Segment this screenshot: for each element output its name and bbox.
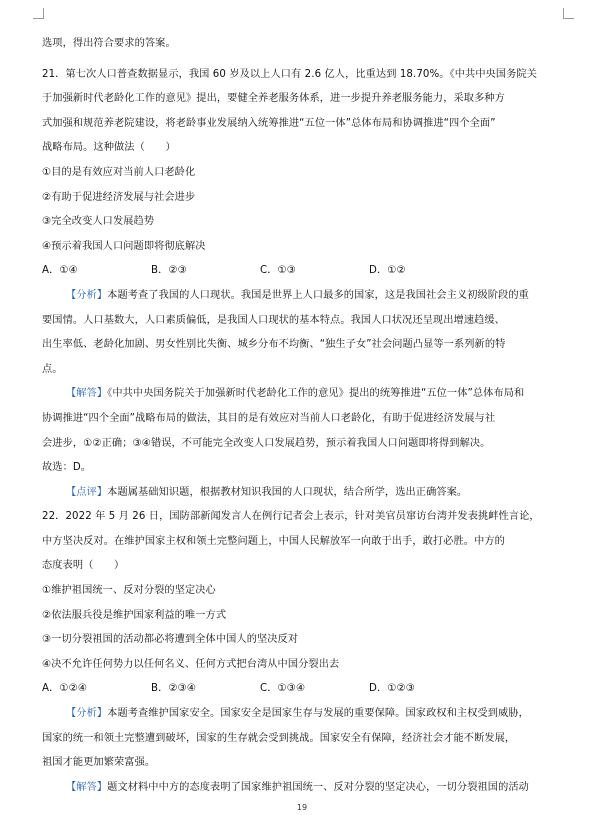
q21-answer-line: 协调推进“四个全面”战略布局的做法，其目的是有效应对当前人口老龄化，有助于促进经济发展与社 — [42, 412, 496, 424]
q21-comment-line: 【点评】本题属基础知识题，根据教材知识我国的人口现状，结合所学，选出正确答案。 — [66, 486, 468, 498]
option-d: D．①② — [369, 265, 406, 277]
q22-analysis-line: 【分析】本题考查维护国家安全。国家安全是国家生存与发展的重要保障。国家政权和主权受到威胁， — [66, 708, 529, 720]
q22-stem-line: 中方坚决反对。在维护国家主权和领土完整问题上，中国人民解放军一向敢于出手，敢打必胜。中方的 — [42, 535, 505, 547]
q21-stem-line: 战略布局。这种做法（ ） — [42, 142, 176, 154]
q21-analysis-line: 出生率低、老龄化加剧、男女性别比失衡、城乡分布不均衡、“独生子女”社会问题凸显等一系列新的特 — [42, 339, 506, 351]
q21-options — [42, 259, 577, 284]
q22-options — [42, 677, 577, 702]
option-b: B．②③ — [151, 265, 187, 277]
q22-item: ②依法服兵役是维护国家利益的唯一方式 — [42, 609, 227, 621]
option-c: C．①③④ — [260, 683, 306, 695]
question-21 — [42, 63, 577, 506]
option-a: A．①②④ — [42, 683, 88, 695]
q21-analysis-line: 点。 — [42, 363, 63, 375]
option-b: B．②③④ — [151, 683, 197, 695]
q22-item: ④决不允许任何势力以任何名义、任何方式把台湾从中国分裂出去 — [42, 658, 340, 670]
q21-stem-line: 于加强新时代老龄化工作的意见》提出，要健全养老服务体系，进一步提升养老服务能力，采取多种方 — [42, 93, 505, 105]
option-d: D．①②③ — [369, 683, 415, 695]
q21-item: ④预示着我国人口问题即将彻底解决 — [42, 240, 206, 252]
crop-mark-top-right — [563, 8, 574, 19]
q21-item: ②有助于促进经济发展与社会进步 — [42, 191, 196, 203]
answer-tag: 【解答】 — [66, 781, 108, 793]
q21-answer-line: 会进步，①②正确；③④错误，不可能完全改变人口发展趋势，预示着我国人口问题即将得到解决。 — [42, 437, 491, 449]
question-22 — [42, 505, 577, 800]
q22-item: ③一切分裂祖国的活动都必将遭到全体中国人的坚决反对 — [42, 634, 299, 646]
q22-answer-line: 【解答】题文材料中中方的态度表明了国家维护祖国统一、反对分裂的坚定决心，一切分裂祖国的活动 — [66, 781, 529, 793]
option-c: C．①③ — [260, 265, 296, 277]
option-a: A．①④ — [42, 265, 78, 277]
top-line: 选项，得出符合要求的答案。 — [42, 38, 176, 49]
document-page — [42, 32, 577, 800]
q21-answer-line: 【解答】《中共中央国务院关于加强新时代老龄化工作的意见》提出的统筹推进“五位一体”总体布局和 — [66, 388, 525, 400]
q22-stem-line: 态度表明（ ） — [42, 560, 125, 572]
q21-analysis-line: 要国情。人口基数大，人口素质偏低，是我国人口现状的基本特点。我国人口状况还呈现出增速趋缓、 — [42, 314, 505, 326]
q21-answer-line: 故选：D。 — [42, 462, 92, 474]
page-number: 19 — [296, 803, 308, 812]
q21-analysis-line: 【分析】本题考查了我国的人口现状。我国是世界上人口最多的国家，这是我国社会主义初级阶段的重 — [66, 289, 529, 301]
answer-tag: 【解答】 — [66, 388, 108, 400]
q22-analysis-line: 祖国才能更加繁荣富强。 — [42, 757, 156, 769]
q22-item: ①维护祖国统一、反对分裂的坚定决心 — [42, 585, 216, 597]
analysis-tag: 【分析】 — [66, 289, 108, 301]
q21-stem-line: 式加强和规范养老院建设，将老龄事业发展纳入统筹推进“五位一体”总体布局和协调推进“四个全面” — [42, 117, 496, 129]
analysis-tag: 【分析】 — [66, 708, 108, 720]
q21-item: ③完全改变人口发展趋势 — [42, 216, 155, 228]
crop-mark-top-left — [33, 8, 44, 19]
q22-stem-line: 22．2022 年 5 月 26 日，国防部新闻发言人在例行记者会上表示，针对美官员窜访台湾并发表挑衅性言论， — [42, 511, 540, 523]
q22-analysis-line: 国家的统一和领土完整遭到破坏，国家的生存就会受到挑战。国家安全有保障，经济社会才能不断发展， — [42, 732, 516, 744]
q21-item: ①目的是有效应对当前人口老龄化 — [42, 166, 196, 178]
comment-tag: 【点评】 — [66, 486, 108, 498]
q21-stem-line: 21．第七次人口普查数据显示，我国 60 岁及以上人口有 2.6 亿人，比重达到 18.70%。《中共中央国务院关 — [42, 68, 538, 80]
